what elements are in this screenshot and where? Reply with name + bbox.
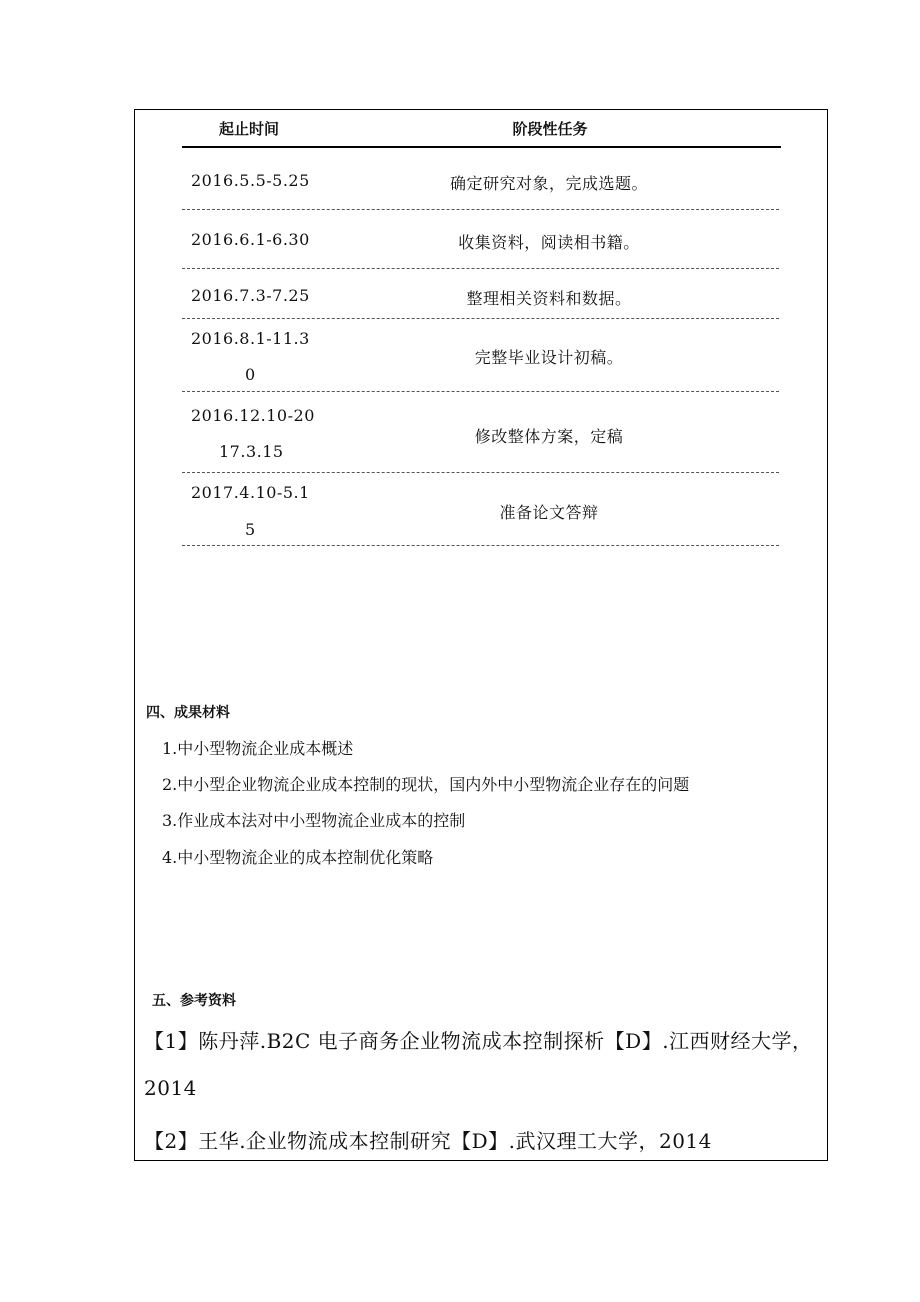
row-5-time-line2: 17.3.15 bbox=[219, 442, 284, 461]
reference-1-line2: 2014 bbox=[144, 1076, 197, 1100]
reference-1-line1: 【1】陈丹萍.B2C 电子商务企业物流成本控制探析【D】.江西财经大学， bbox=[144, 1029, 813, 1053]
section-4-item-3: 3.作业成本法对中小型物流企业成本的控制 bbox=[162, 811, 466, 830]
header-task: 阶段性任务 bbox=[512, 120, 588, 138]
header-rule bbox=[182, 146, 781, 148]
row-divider bbox=[182, 545, 779, 546]
row-5-task: 修改整体方案，定稿 bbox=[474, 427, 624, 446]
row-3-task: 整理相关资料和数据。 bbox=[466, 289, 632, 308]
row-divider bbox=[182, 209, 779, 210]
row-6-task: 准备论文答辩 bbox=[499, 503, 599, 522]
section-4-item-4: 4.中小型物流企业的成本控制优化策略 bbox=[162, 848, 434, 867]
section-5-title: 五、参考资料 bbox=[152, 993, 236, 1009]
row-divider bbox=[182, 268, 779, 269]
header-time: 起止时间 bbox=[219, 120, 280, 138]
section-4-item-1: 1.中小型物流企业成本概述 bbox=[162, 739, 354, 758]
document-frame bbox=[134, 109, 828, 1161]
row-1-time: 2016.5.5-5.25 bbox=[191, 171, 310, 190]
row-4-time-line2: 0 bbox=[245, 365, 256, 384]
row-divider bbox=[182, 318, 779, 319]
row-divider bbox=[182, 391, 779, 392]
row-2-time: 2016.6.1-6.30 bbox=[191, 230, 310, 249]
row-2-task: 收集资料，阅读相书籍。 bbox=[458, 233, 640, 252]
row-6-time-line2: 5 bbox=[245, 520, 256, 539]
row-4-task: 完整毕业设计初稿。 bbox=[474, 348, 624, 367]
row-divider bbox=[182, 472, 779, 473]
row-4-time-line1: 2016.8.1-11.3 bbox=[191, 329, 310, 348]
row-3-time: 2016.7.3-7.25 bbox=[191, 286, 310, 305]
section-4-title: 四、成果材料 bbox=[146, 705, 230, 721]
row-5-time-line1: 2016.12.10-20 bbox=[191, 406, 315, 425]
reference-2: 【2】王华.企业物流成本控制研究【D】.武汉理工大学，2014 bbox=[144, 1129, 712, 1153]
row-1-task: 确定研究对象，完成选题。 bbox=[449, 174, 648, 193]
row-6-time-line1: 2017.4.10-5.1 bbox=[191, 483, 310, 502]
section-4-item-2: 2.中小型企业物流企业成本控制的现状，国内外中小型物流企业存在的问题 bbox=[162, 775, 690, 794]
